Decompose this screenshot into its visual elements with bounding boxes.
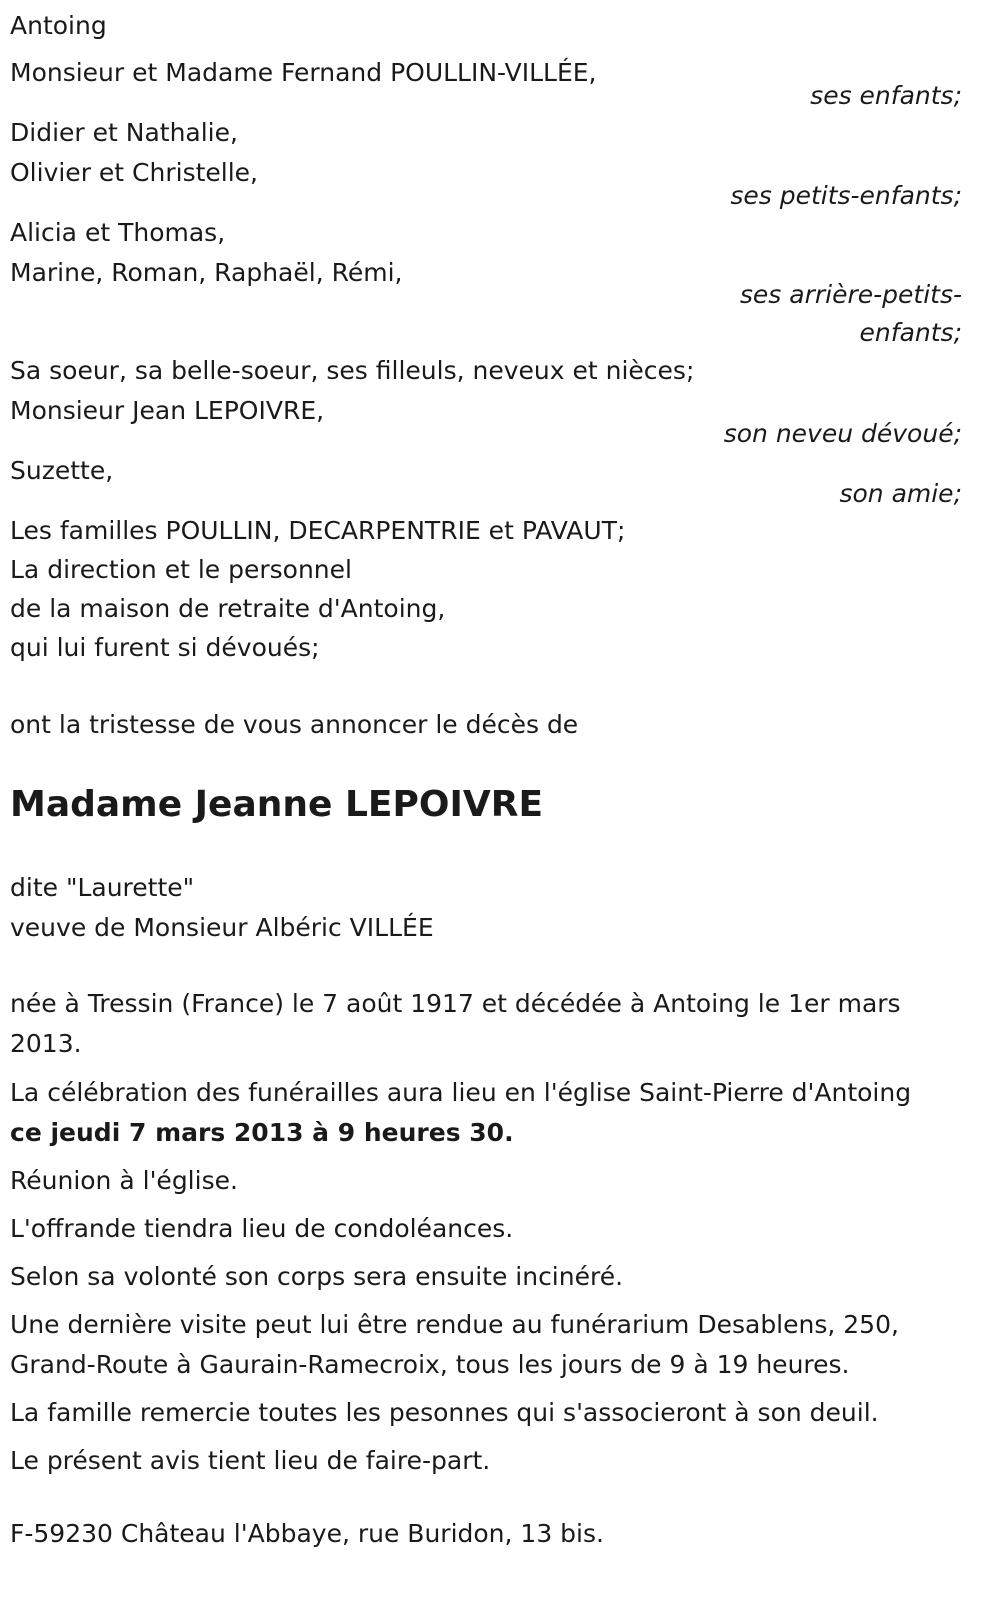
family-group-great-grandchildren: [10, 213, 962, 352]
announcement: ont la tristesse de vous annoncer le décès de: [10, 710, 579, 739]
ceremony: La célébration des funérailles aura lieu en l'église Saint-Pierre d'Antoing ce jeudi 7 mars 2013 à 9 heures 30.: [10, 1073, 945, 1153]
family-role: son neveu dévoué;: [723, 419, 962, 448]
family-line: Monsieur Jean LEPOIVRE,: [10, 396, 325, 425]
family-line: qui lui furent si dévoués;: [10, 633, 320, 662]
thanks: La famille remercie toutes les pesonnes qui s'associeront à son deuil.: [10, 1398, 879, 1427]
family-role: ses enfants;: [810, 81, 962, 110]
ceremony-date: ce jeudi 7 mars 2013 à 9 heures 30.: [10, 1118, 514, 1147]
address: F-59230 Château l'Abbaye, rue Buridon, 13 bis.: [10, 1519, 604, 1548]
family-line: La direction et le personnel: [10, 555, 352, 584]
family-group-others: [10, 511, 962, 668]
family-role: enfants;: [859, 318, 962, 347]
deceased-info: [10, 868, 434, 948]
deceased-name: Madame Jeanne LEPOIVRE: [10, 784, 544, 825]
family-role: ses arrière-petits-: [739, 280, 962, 309]
family-group-friend: [10, 451, 962, 514]
family-line: Alicia et Thomas,: [10, 218, 226, 247]
details: [10, 984, 945, 1481]
family-group-relatives: [10, 351, 962, 454]
family-role: ses petits-enfants;: [730, 181, 962, 210]
visit: Une dernière visite peut lui être rendue au funérarium Desablens, 250, Grand-Route à Gaurain-Ramecroix, tous les jours de 9 à 19 heures.: [10, 1310, 899, 1379]
notice: Le présent avis tient lieu de faire-part.: [10, 1446, 491, 1475]
meeting: Réunion à l'église.: [10, 1166, 238, 1195]
family-line: Olivier et Christelle,: [10, 158, 258, 187]
cremation: Selon sa volonté son corps sera ensuite incinéré.: [10, 1262, 624, 1291]
family-group-grandchildren: [10, 113, 962, 216]
birth-death: née à Tressin (France) le 7 août 1917 et décédée à Antoing le 1er mars 2013.: [10, 989, 901, 1058]
nickname: dite "Laurette": [10, 873, 195, 902]
family-line: Monsieur et Madame Fernand POULLIN-VILLÉE,: [10, 58, 597, 87]
offering: L'offrande tiendra lieu de condoléances.: [10, 1214, 514, 1243]
family-line: Sa soeur, sa belle-soeur, ses filleuls, neveux et nièces;: [10, 356, 695, 385]
family-line: Suzette,: [10, 456, 114, 485]
family-line: Didier et Nathalie,: [10, 118, 238, 147]
family-line: Les familles POULLIN, DECARPENTRIE et PAVAUT;: [10, 516, 626, 545]
family-role: son amie;: [839, 479, 962, 508]
family-group-children: [10, 53, 962, 116]
widow-of: veuve de Monsieur Albéric VILLÉE: [10, 913, 434, 942]
family-line: Marine, Roman, Raphaël, Rémi,: [10, 258, 403, 287]
family-line: de la maison de retraite d'Antoing,: [10, 594, 446, 623]
town: Antoing: [10, 11, 107, 40]
